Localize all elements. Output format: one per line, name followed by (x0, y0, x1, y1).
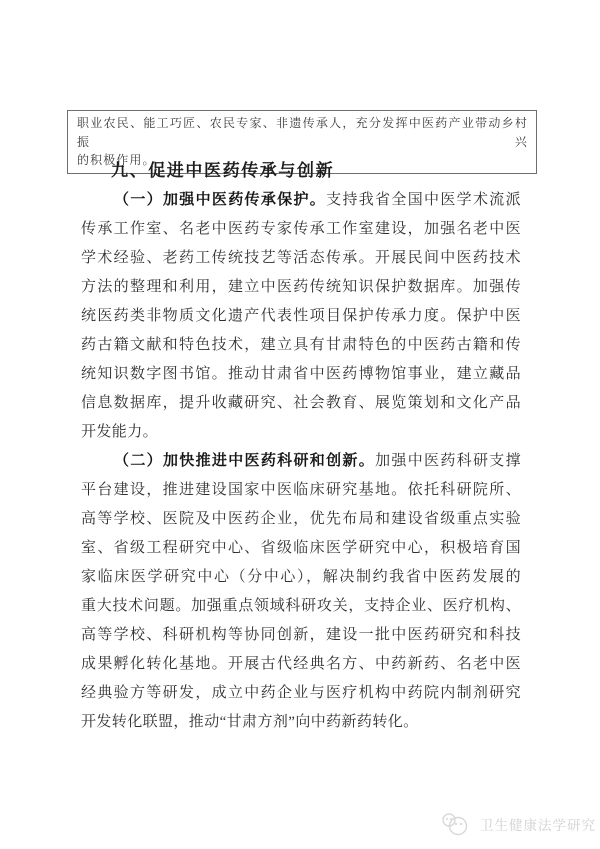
paragraph-line: 高等学校、科研机构等协同创新，建设一批中医药研究和科技 (81, 627, 521, 643)
watermark-text: 卫生健康法学研究 (480, 818, 596, 833)
paragraph-line: 室、省级工程研究中心、省级临床医学研究中心，积极培育国 (81, 540, 521, 556)
paragraph-line: 经典验方等研发，成立中药企业与医疗机构中药院内制剂研究 (81, 685, 521, 701)
paragraph-line: 高等学校、医院及中医药企业，优先布局和建设省级重点实验 (81, 511, 521, 527)
paragraph-line: 学术经验、老药工传统技艺等活态传承。开展民间中医药技术 (81, 250, 521, 266)
paragraph-text: 加强中医药科研支撑 (375, 453, 521, 469)
paragraph-line: 开发能力。 (81, 424, 159, 440)
watermark (440, 810, 596, 838)
paragraph-line: 家临床医学研究中心（分中心），解决制约我省中医药发展的 (81, 569, 521, 585)
paragraph-line: 方法的整理和利用，建立中医药传统知识保护数据库。加强传 (81, 279, 521, 295)
paragraph-line (81, 447, 521, 476)
paragraph-line: 成果孵化转化基地。开展古代经典名方、中药新药、名老中医 (81, 656, 521, 672)
paragraph-line: 药古籍文献和特色技术，建立具有甘肃特色的中医药古籍和传 (81, 337, 521, 353)
notice-box-line: 的积极作用。 (77, 153, 156, 167)
paragraph-line (81, 186, 521, 215)
paragraph-line: 统医药类非物质文化遗产代表性项目保护传承力度。保护中医 (81, 308, 521, 324)
watermark-logo-icon (440, 812, 470, 836)
paragraph-line: 重大技术问题。加强重点领域科研攻关，支持企业、医疗机构、 (81, 598, 521, 614)
notice-box-line: 职业农民、能工巧匠、农民专家、非遗传承人，充分发挥中医药产业带动乡村振兴 (77, 116, 528, 149)
paragraph-lead: （二）加快推进中医药科研和创新。 (114, 453, 376, 469)
paragraph-lead: （一）加强中医药传承保护。 (114, 192, 327, 208)
paragraph-line: 传承工作室、名老中医药专家传承工作室建设，加强名老中医 (81, 221, 521, 237)
document-body (81, 186, 521, 737)
section-heading: 九、促进中医药传承与创新 (111, 161, 335, 180)
paragraph-text: 支持我省全国中医学术流派 (326, 192, 522, 208)
paragraph-line: 统知识数字图书馆。推动甘肃省中医药博物馆事业，建立藏品 (81, 366, 521, 382)
paragraph-line: 开发转化联盟，推动“甘肃方剂”向中药新药转化。 (81, 714, 419, 730)
paragraph-line: 平台建设，推进建设国家中医临床研究基地。依托科研院所、 (81, 482, 521, 498)
paragraph-line: 信息数据库，提升收藏研究、社会教育、展览策划和文化产品 (81, 395, 521, 411)
